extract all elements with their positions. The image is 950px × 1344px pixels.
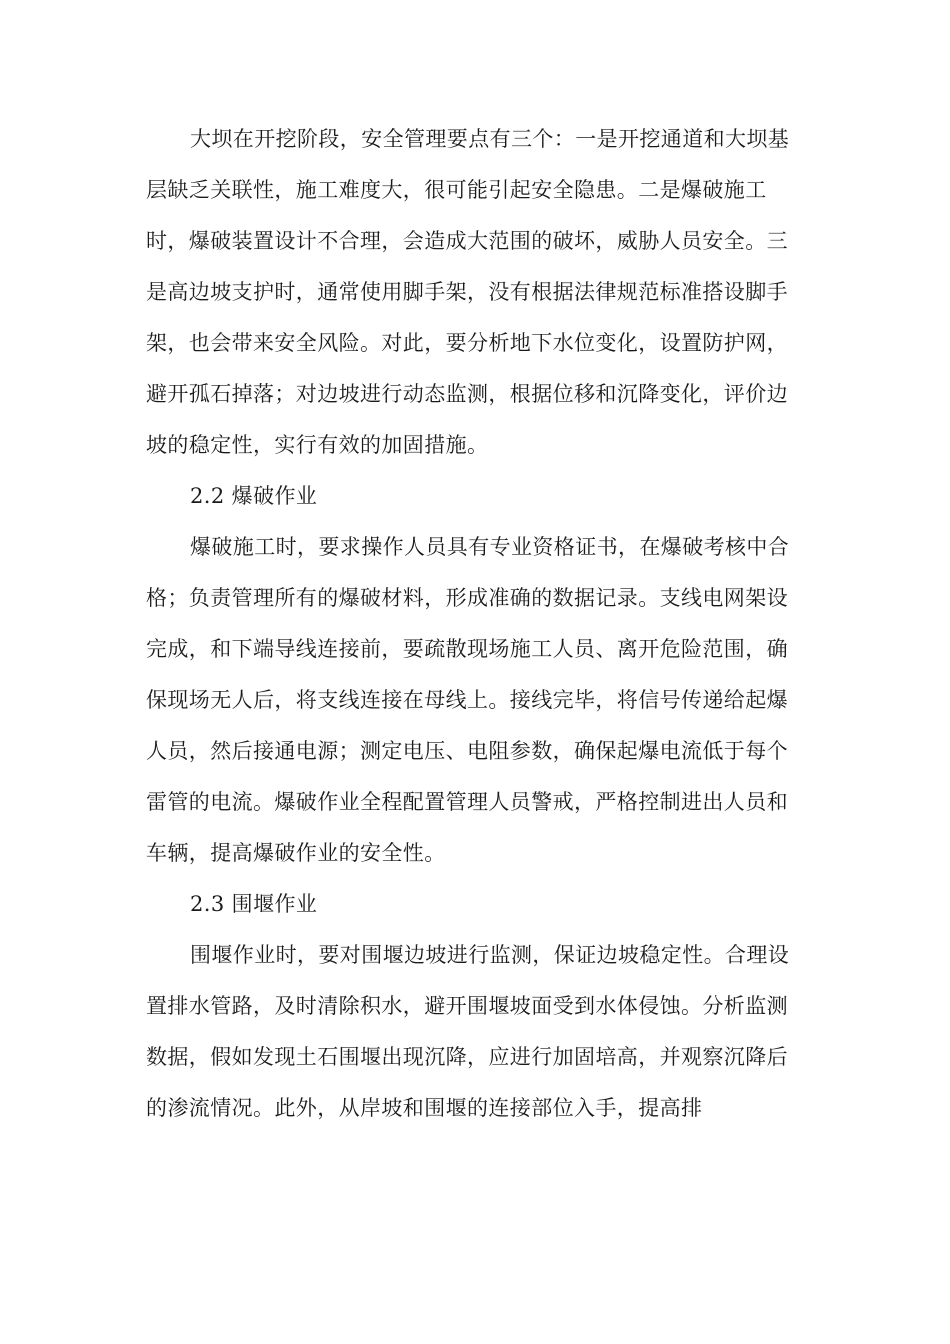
section-heading-blasting: 2.2 爆破作业 xyxy=(190,484,318,508)
paragraph-cofferdam-operations: 围堰作业时，要对围堰边坡进行监测，保证边坡稳定性。合理设置排水管路，及时清除积水，避开围堰坡面受到水体侵蚀。分析监测数据，假如发现土石围堰出现沉降，应进行加固培高，并观察沉降后的渗流情况。此外，从岸坡和围堰的连接部位入手，提高排 xyxy=(146,943,790,1120)
document-body xyxy=(146,114,796,1134)
paragraph-excavation-safety: 大坝在开挖阶段，安全管理要点有三个：一是开挖通道和大坝基层缺乏关联性，施工难度大，很可能引起安全隐患。二是爆破施工时，爆破装置设计不合理，会造成大范围的破坏，威胁人员安全。三是高边坡支护时，通常使用脚手架，没有根据法律规范标准搭设脚手架，也会带来安全风险。对此，要分析地下水位变化，设置防护网，避开孤石掉落；对边坡进行动态监测，根据位移和沉降变化，评价边坡的稳定性，实行有效的加固措施。 xyxy=(146,127,790,457)
paragraph-blasting-operations: 爆破施工时，要求操作人员具有专业资格证书，在爆破考核中合格；负责管理所有的爆破材料，形成准确的数据记录。支线电网架设完成，和下端导线连接前，要疏散现场施工人员、离开危险范围，确保现场无人后，将支线连接在母线上。接线完毕，将信号传递给起爆人员，然后接通电源；测定电压、电阻参数，确保起爆电流低于每个雷管的电流。爆破作业全程配置管理人员警戒，严格控制进出人员和车辆，提高爆破作业的安全性。 xyxy=(146,535,790,865)
section-heading-cofferdam: 2.3 围堰作业 xyxy=(190,892,318,916)
